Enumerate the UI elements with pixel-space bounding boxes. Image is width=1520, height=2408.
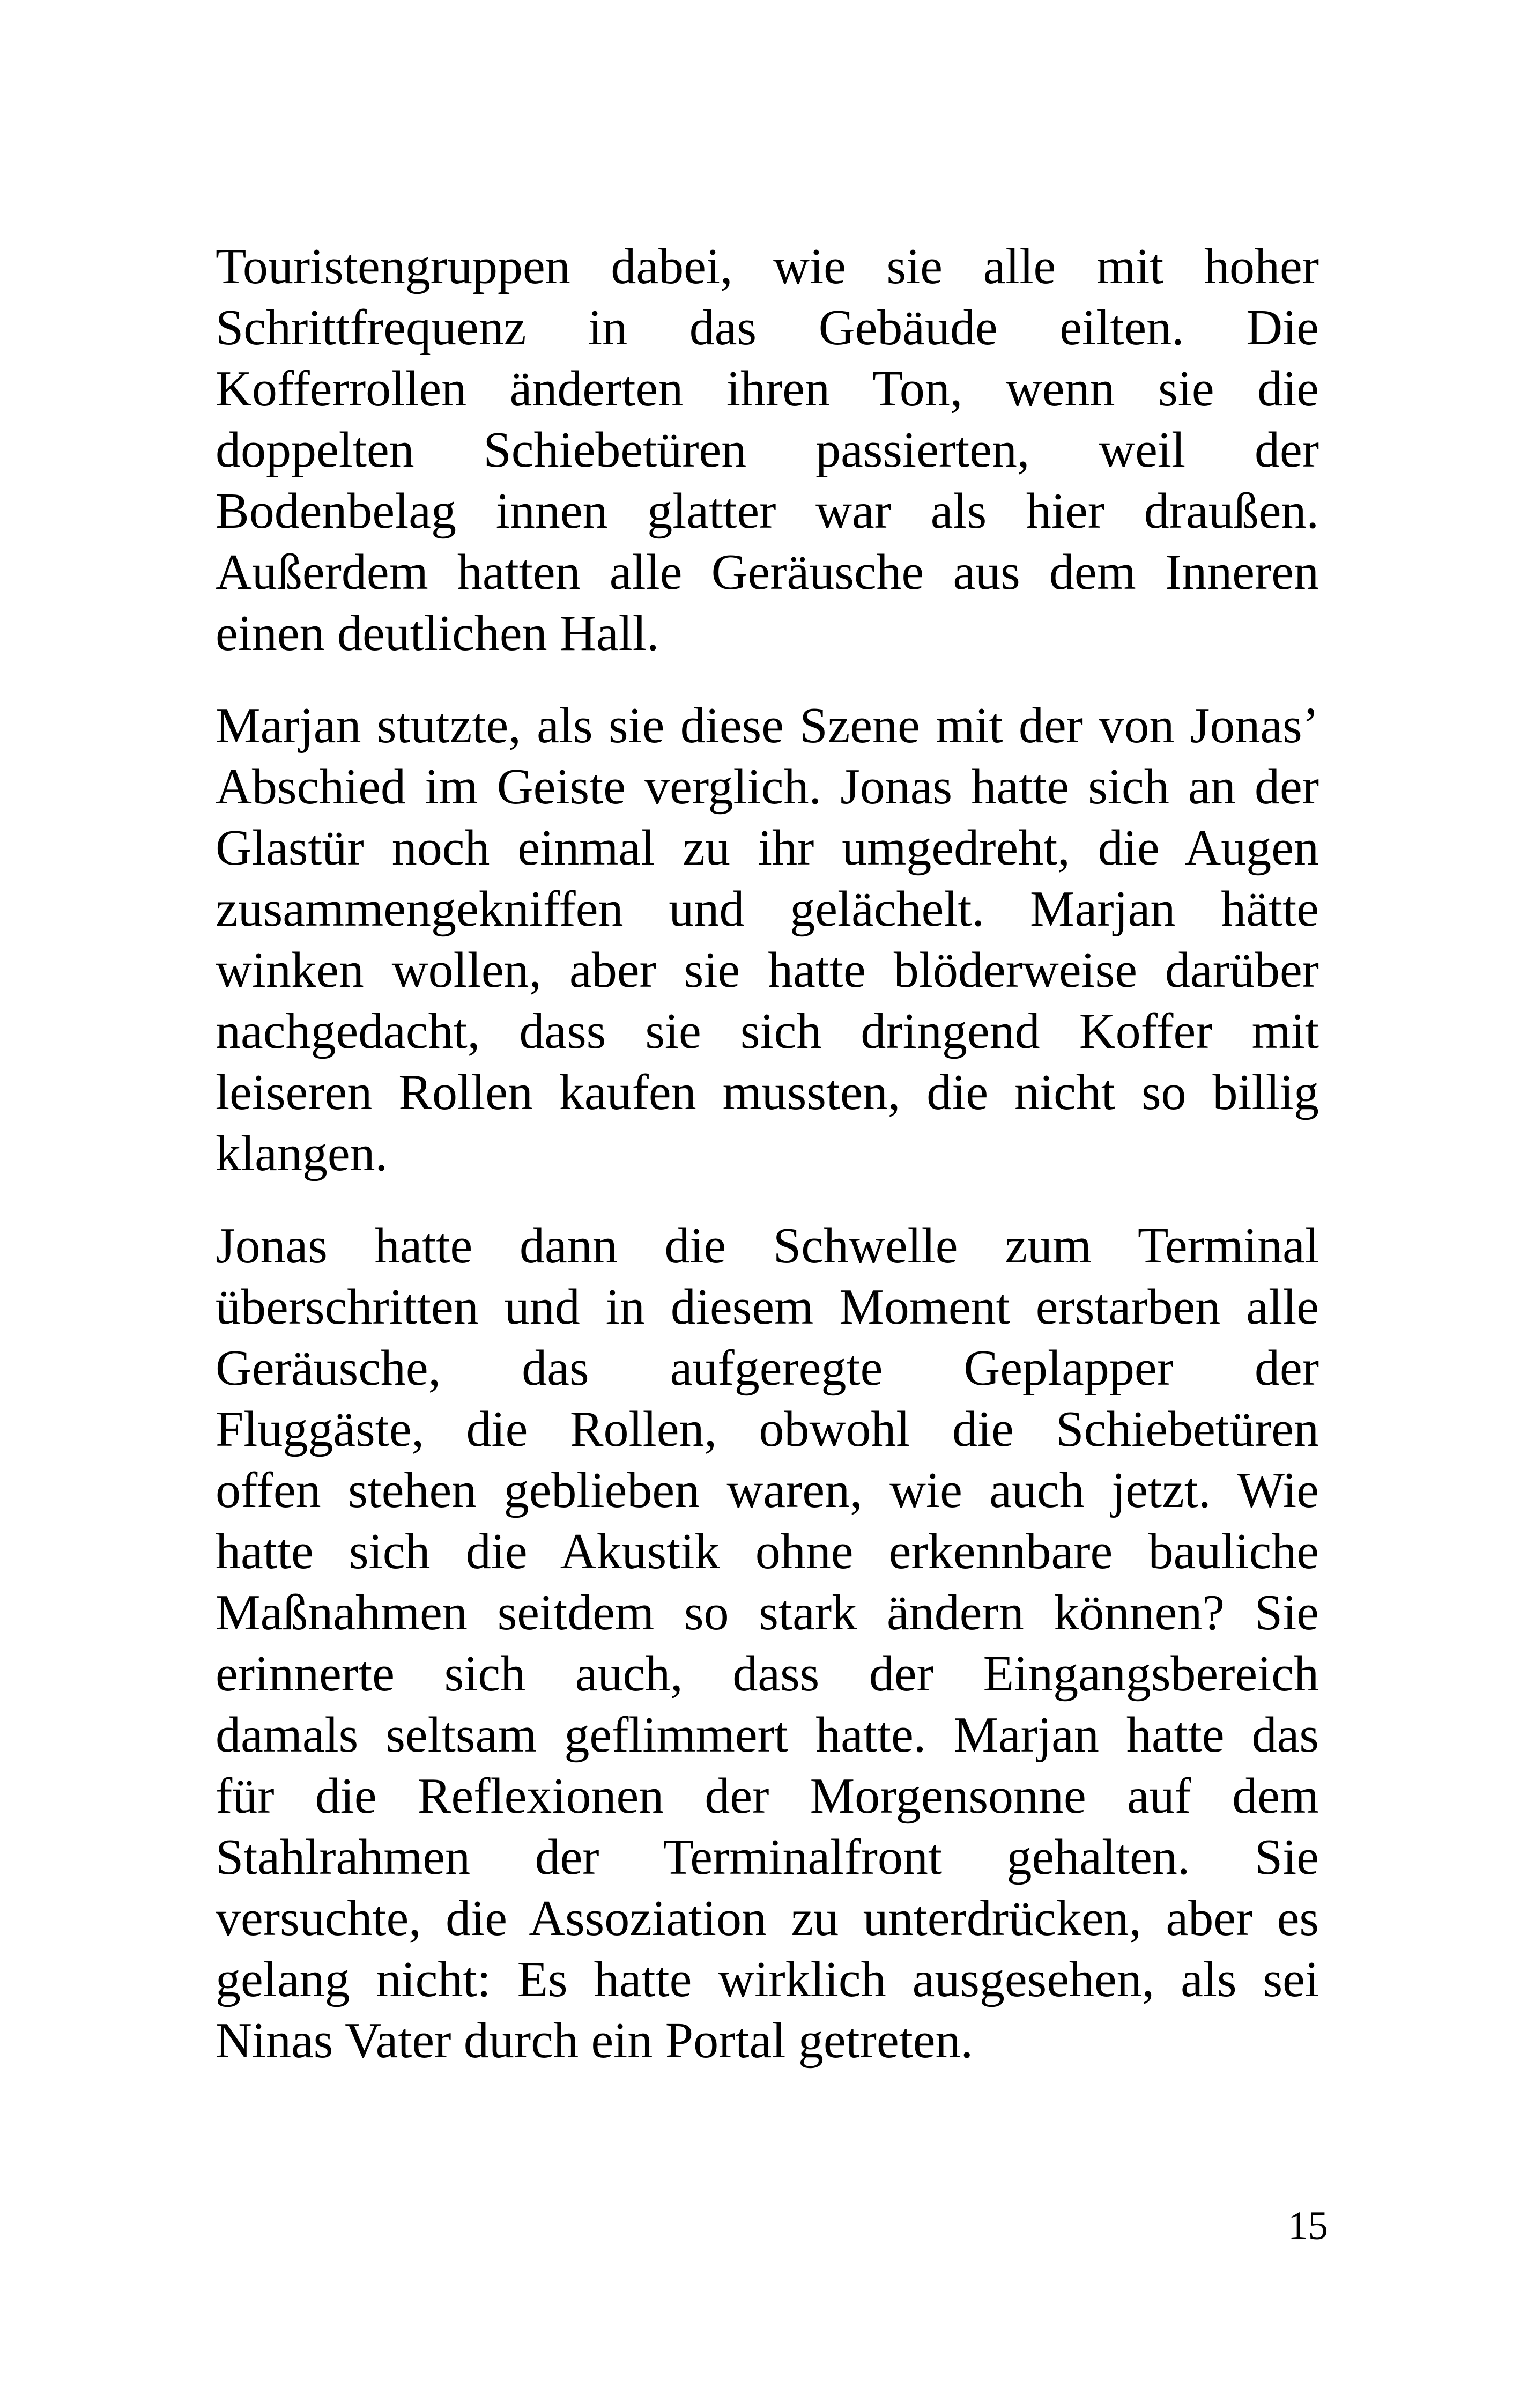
text-line: versuchte, die Assoziation zu unterdrücken, aber es bbox=[216, 1890, 1319, 1946]
text-line: Außerdem hatten alle Geräusche aus dem Inneren bbox=[216, 544, 1319, 600]
text-line: zusammengekniffen und gelächelt. Marjan hätte bbox=[216, 881, 1319, 937]
text-line: Bodenbelag innen glatter war als hier draußen. bbox=[216, 483, 1319, 539]
text-line: nachgedacht, dass sie sich dringend Koffer mit bbox=[216, 1003, 1319, 1059]
page-number: 15 bbox=[1288, 2204, 1328, 2248]
text-line: einen deutlichen Hall. bbox=[216, 605, 659, 661]
text-line: Kofferrollen änderten ihren Ton, wenn sie die bbox=[216, 361, 1319, 417]
text-line: gelang nicht: Es hatte wirklich ausgesehen, als sei bbox=[216, 1952, 1319, 2007]
text-line: hatte sich die Akustik ohne erkennbare bauliche bbox=[216, 1524, 1319, 1579]
text-line: erinnerte sich auch, dass der Eingangsbereich bbox=[216, 1646, 1319, 1702]
paragraph bbox=[216, 695, 1319, 1184]
paragraph bbox=[216, 1215, 1319, 2071]
text-line: Schrittfrequenz in das Gebäude eilten. Die bbox=[216, 300, 1319, 356]
text-line: leiseren Rollen kaufen mussten, die nicht so billig bbox=[216, 1065, 1319, 1120]
text-line: klangen. bbox=[216, 1126, 388, 1181]
text-line: Glastür noch einmal zu ihr umgedreht, die Augen bbox=[216, 820, 1319, 876]
text-line: für die Reflexionen der Morgensonne auf dem bbox=[216, 1768, 1319, 1824]
text-line: Maßnahmen seitdem so stark ändern können? Sie bbox=[216, 1585, 1319, 1641]
text-line: Jonas hatte dann die Schwelle zum Terminal bbox=[216, 1218, 1319, 1274]
text-line: überschritten und in diesem Moment erstarben alle bbox=[216, 1279, 1319, 1335]
text-line: Fluggäste, die Rollen, obwohl die Schiebetüren bbox=[216, 1401, 1319, 1457]
text-line: Marjan stutzte, als sie diese Szene mit der von Jonas’ bbox=[216, 698, 1319, 754]
paragraph bbox=[216, 236, 1319, 664]
text-line: damals seltsam geflimmert hatte. Marjan hatte das bbox=[216, 1707, 1319, 1763]
text-line: Stahlrahmen der Terminalfront gehalten. Sie bbox=[216, 1829, 1319, 1885]
text-line: Touristengruppen dabei, wie sie alle mit hoher bbox=[216, 239, 1319, 294]
text-line: doppelten Schiebetüren passierten, weil der bbox=[216, 422, 1319, 478]
text-line: Ninas Vater durch ein Portal getreten. bbox=[216, 2013, 974, 2069]
text-line: Abschied im Geiste verglich. Jonas hatte sich an der bbox=[216, 759, 1319, 815]
text-line: Geräusche, das aufgeregte Geplapper der bbox=[216, 1340, 1319, 1396]
text-line: winken wollen, aber sie hatte blöderweise darüber bbox=[216, 942, 1319, 998]
text-line: offen stehen geblieben waren, wie auch jetzt. Wie bbox=[216, 1462, 1319, 1518]
text-block bbox=[216, 236, 1319, 2071]
